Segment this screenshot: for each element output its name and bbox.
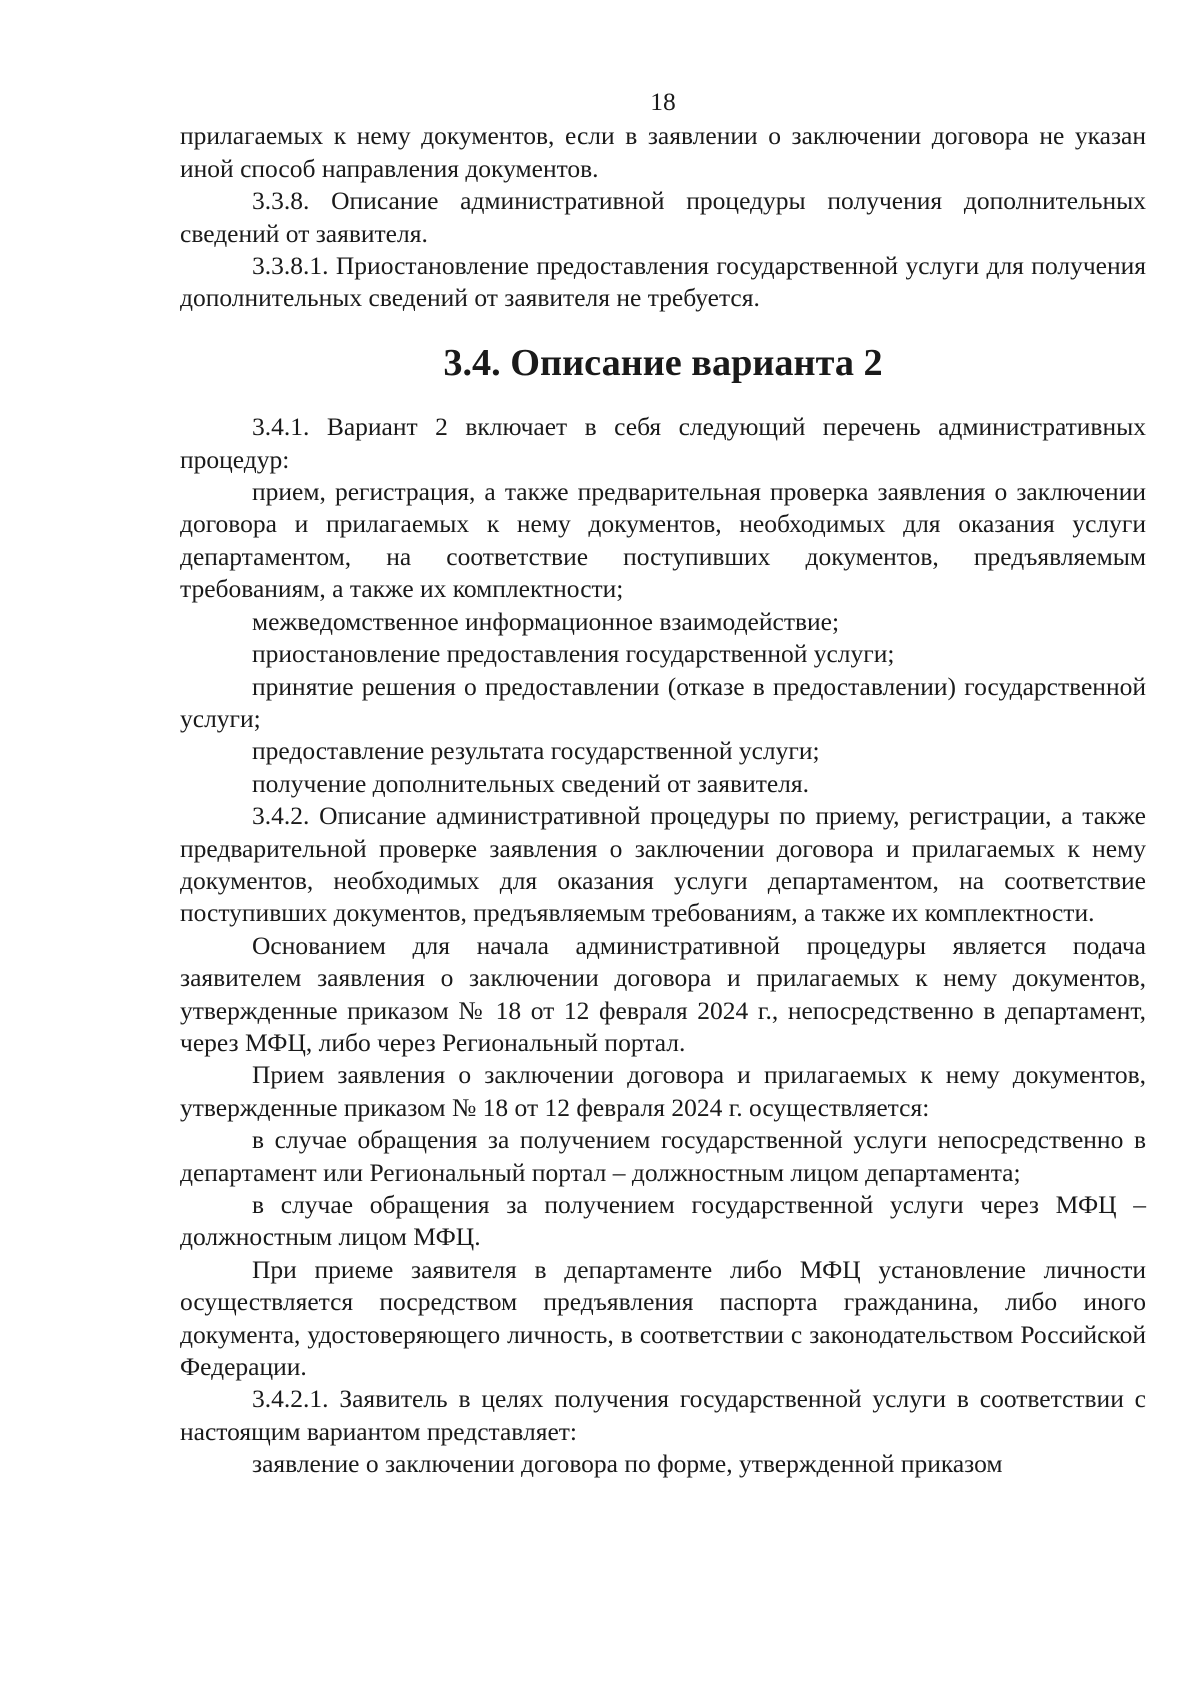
paragraph-reception: Прием заявления о заключении договора и прилагаемых к нему документов, утвержденные приказом № 18 от 12 февраля 2024 г. осуществляется:: [180, 1060, 1146, 1122]
document-page: [180, 86, 1146, 1481]
paragraph-3-4-2: 3.4.2. Описание административной процедуры по приему, регистрации, а также предварительной проверке заявления о заключении договора и прилагаемых к нему документов, необходимых для оказания услуги департаментом, на соответствие поступивших документов, предъявляемым требованиям, а также их комплектности.: [180, 801, 1146, 928]
paragraph-basis: Основанием для начала административной процедуры является подача заявителем заявления о заключении договора и прилагаемых к нему документов, утвержденные приказом № 18 от 12 февраля 2024 г., непосредственно в департамент, через МФЦ, либо через Региональный портал.: [180, 930, 1146, 1057]
list-item-procedure: предоставление результата государственной услуги;: [252, 736, 820, 766]
list-item-procedure: прием, регистрация, а также предварительная проверка заявления о заключении договора и прилагаемых к нему документов, необходимых для оказания услуги департаментом, на соответствие поступивших документов, предъявляемым требованиям, а также их комплектности;: [180, 477, 1146, 604]
list-item-procedure: межведомственное информационное взаимодействие;: [252, 606, 840, 636]
page-number: 18: [650, 87, 676, 116]
list-item-procedure: принятие решения о предоставлении (отказе в предоставлении) государственной услуги;: [180, 671, 1146, 733]
section-heading: 3.4. Описание варианта 2: [443, 341, 883, 384]
list-item-case: в случае обращения за получением государственной услуги непосредственно в департамент или Региональный портал – должностным лицом департамента;: [180, 1125, 1146, 1187]
list-item-case: в случае обращения за получением государственной услуги через МФЦ – должностным лицом МФЦ.: [180, 1190, 1146, 1252]
paragraph-identity: При приеме заявителя в департаменте либо МФЦ установление личности осуществляется посредством предъявления паспорта гражданина, либо иного документа, удостоверяющего личность, в соответствии с законодательством Российской Федерации.: [180, 1254, 1146, 1382]
paragraph-continuation: прилагаемых к нему документов, если в заявлении о заключении договора не указан иной способ направления документов.: [180, 121, 1146, 183]
paragraph-3-3-8: 3.3.8. Описание административной процедуры получения дополнительных сведений от заявителя.: [180, 186, 1146, 248]
paragraph-3-3-8-1: 3.3.8.1. Приостановление предоставления государственной услуги для получения дополнительных сведений от заявителя не требуется.: [180, 251, 1146, 313]
list-item-procedure: приостановление предоставления государственной услуги;: [252, 639, 895, 669]
paragraph-3-4-1: 3.4.1. Вариант 2 включает в себя следующий перечень административных процедур:: [180, 412, 1146, 474]
list-item-document: заявление о заключении договора по форме, утвержденной приказом: [252, 1449, 1003, 1479]
paragraph-3-4-2-1: 3.4.2.1. Заявитель в целях получения государственной услуги в соответствии с настоящим вариантом представляет:: [180, 1384, 1146, 1446]
list-item-procedure: получение дополнительных сведений от заявителя.: [252, 768, 810, 798]
